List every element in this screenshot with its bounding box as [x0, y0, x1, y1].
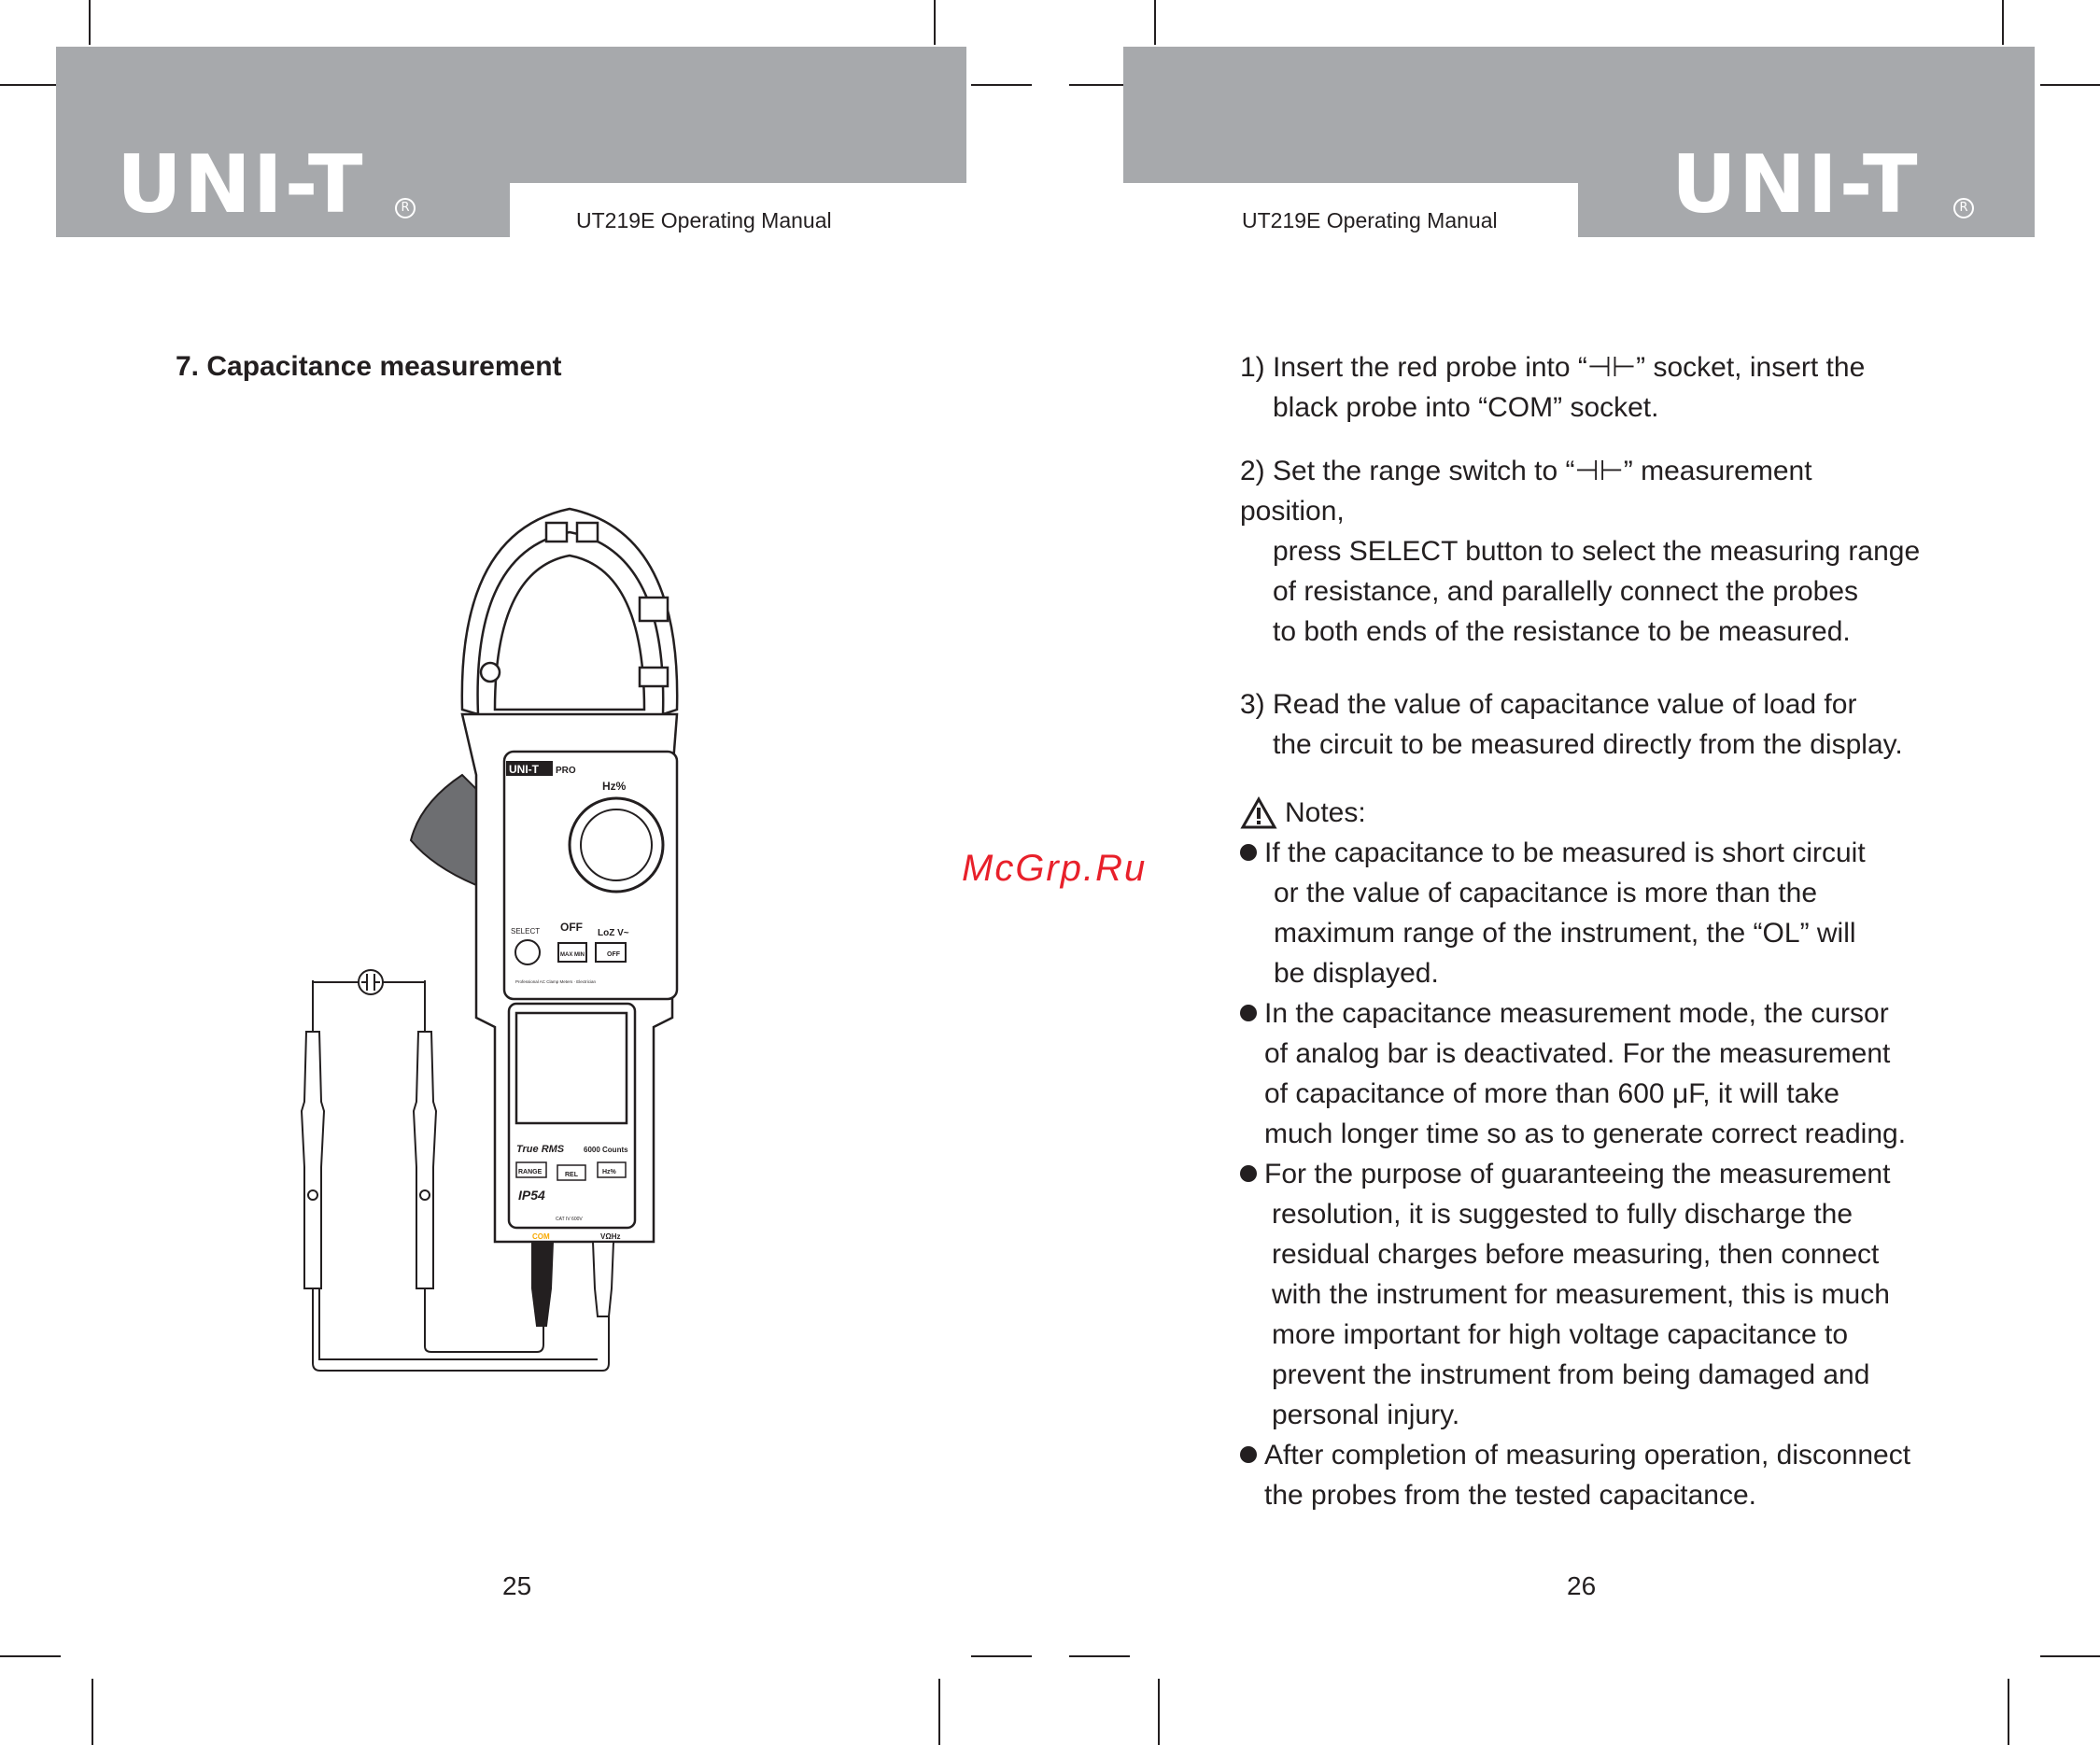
step-text: press SELECT button to select the measuring range — [1273, 536, 1921, 567]
crop-mark — [2008, 1679, 2009, 1745]
device-select-label: SELECT — [511, 927, 541, 936]
crop-mark — [92, 1679, 93, 1745]
note-text: If the capacitance to be measured is short circuit — [1264, 837, 1866, 868]
page-number: 25 — [502, 1571, 532, 1600]
instructions-column — [1240, 347, 1922, 1515]
device-off-label: OFF — [560, 921, 583, 934]
crop-mark — [1158, 1679, 1160, 1745]
note-text: personal injury. — [1272, 1400, 1460, 1430]
bullet-icon — [1240, 1165, 1257, 1182]
device-loz-label: LoZ V~ — [598, 928, 629, 938]
step-1 — [1240, 347, 1922, 428]
note-text: residual charges before measuring, then connect — [1272, 1239, 1880, 1270]
step-text: ” socket, insert the — [1636, 352, 1866, 383]
warning-icon — [1240, 796, 1277, 830]
device-vohz-label: VΩHz — [600, 1232, 621, 1241]
crop-mark — [938, 1679, 940, 1745]
note-item — [1240, 1435, 1922, 1515]
step-text: of resistance, and parallelly connect the probes — [1273, 576, 1859, 607]
device-rel-button: REL — [565, 1172, 578, 1178]
device-off-button: OFF — [607, 951, 620, 958]
crop-mark — [971, 1655, 1032, 1657]
device-brand: UNI-T — [509, 763, 539, 776]
section-title: 7. Capacitance measurement — [176, 351, 562, 382]
device-jack-rating: CAT IV 600V — [556, 1217, 583, 1222]
note-text: with the instrument for measurement, this is much — [1272, 1279, 1890, 1310]
device-range-button: RANGE — [518, 1169, 543, 1175]
step-number: 3) — [1240, 689, 1265, 720]
note-text: or the value of capacitance is more than the — [1274, 878, 1818, 908]
crop-mark — [1069, 1655, 1130, 1657]
step-text: ” measurement position, — [1240, 456, 1812, 527]
device-hz-button: Hz% — [602, 1169, 616, 1175]
note-text: be displayed. — [1274, 958, 1439, 989]
crop-mark — [89, 0, 91, 45]
note-item — [1240, 833, 1922, 993]
bullet-icon — [1240, 1005, 1257, 1021]
page-number: 26 — [1567, 1571, 1597, 1600]
step-text: Read the value of capacitance value of load for — [1273, 689, 1857, 720]
note-text: resolution, it is suggested to fully discharge the — [1272, 1199, 1853, 1230]
step-text: Insert the red probe into “ — [1273, 352, 1587, 383]
step-text: to both ends of the resistance to be measured. — [1273, 616, 1851, 647]
crop-mark — [0, 84, 56, 86]
step-number: 2) — [1240, 456, 1265, 486]
note-item — [1240, 993, 1922, 1154]
crop-mark — [1069, 84, 1125, 86]
header-title: UT219E Operating Manual — [576, 208, 832, 232]
step-2 — [1240, 451, 1922, 652]
device-maxmin: MAX MIN — [560, 952, 585, 958]
note-item — [1240, 1154, 1922, 1435]
crop-mark — [2002, 0, 2004, 45]
device-true-rms: True RMS — [516, 1144, 565, 1155]
device-ip-rating: IP54 — [518, 1188, 545, 1203]
brand-logo: UNI-T — [117, 138, 365, 232]
device-tagline: Professional AC Clamp Meters · Electrician — [515, 979, 597, 984]
brand-logo: UNI-T — [1671, 138, 1920, 232]
notes-title: Notes: — [1285, 797, 1366, 828]
note-text: the probes from the tested capacitance. — [1264, 1480, 1756, 1511]
crop-mark — [0, 1655, 61, 1657]
header-title: UT219E Operating Manual — [1242, 208, 1498, 232]
note-text: maximum range of the instrument, the “OL” will — [1274, 918, 1856, 949]
capacitor-icon: ⊣⊢ — [1586, 351, 1637, 384]
device-hz-label: Hz% — [602, 780, 627, 793]
note-text: of capacitance of more than 600 μF, it will take — [1264, 1078, 1839, 1109]
device-counts: 6000 Counts — [584, 1146, 628, 1154]
step-text: black probe into “COM” socket. — [1273, 392, 1659, 423]
note-text: For the purpose of guaranteeing the measurement — [1264, 1159, 1891, 1189]
device-com-label: COM — [532, 1232, 550, 1241]
step-3 — [1240, 684, 1922, 765]
bullet-icon — [1240, 1446, 1257, 1463]
note-text: much longer time so as to generate correct reading. — [1264, 1119, 1907, 1149]
bullet-icon — [1240, 844, 1257, 861]
note-text: more important for high voltage capacitance to — [1272, 1319, 1849, 1350]
crop-mark — [971, 84, 1032, 86]
crop-mark — [1154, 0, 1156, 45]
note-text: prevent the instrument from being damaged and — [1272, 1359, 1870, 1390]
crop-mark — [2040, 84, 2100, 86]
step-number: 1) — [1240, 352, 1265, 383]
clamp-meter-illustration — [280, 495, 990, 1382]
crop-mark — [934, 0, 936, 45]
device-pro-badge: PRO — [556, 766, 576, 776]
note-text: In the capacitance measurement mode, the cursor — [1264, 998, 1889, 1029]
registered-mark: R — [1953, 198, 1974, 218]
notes-header — [1240, 793, 1922, 833]
registered-mark: R — [395, 198, 416, 218]
step-text: Set the range switch to “ — [1273, 456, 1575, 486]
capacitor-icon: ⊣⊢ — [1574, 455, 1624, 487]
note-text: of analog bar is deactivated. For the measurement — [1264, 1038, 1891, 1069]
step-text: the circuit to be measured directly from the display. — [1273, 729, 1903, 760]
crop-mark — [2040, 1655, 2100, 1657]
watermark: McGrp.Ru — [962, 848, 1148, 889]
note-text: After completion of measuring operation, disconnect — [1264, 1440, 1911, 1471]
